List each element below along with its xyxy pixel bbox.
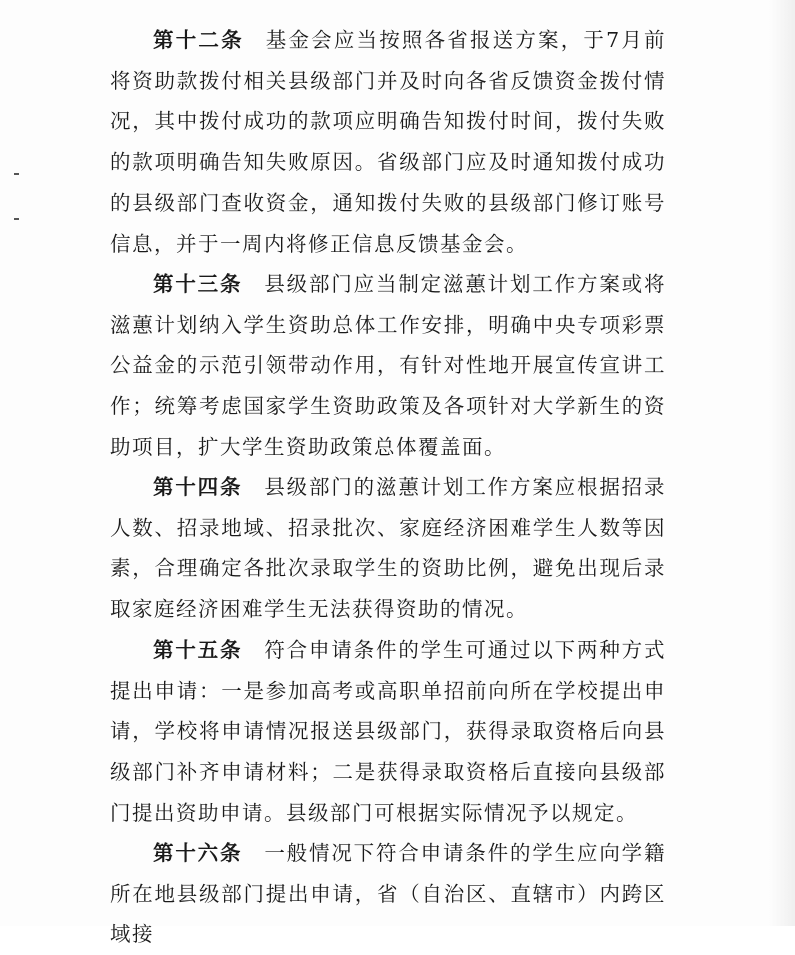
margin-mark bbox=[14, 218, 19, 220]
scan-edge-shadow bbox=[769, 0, 795, 926]
article-body: 县级部门应当制定滋蕙计划工作方案或将滋蕙计划纳入学生资助总体工作安排，明确中央专项彩票公益金的示范引领带动作用，有针对性地开展宣传宣讲工作；统筹考虑国家学生资助政策及各项针对大学新生的资助项目，扩大学生资助政策总体覆盖面。 bbox=[110, 272, 667, 459]
article-16 bbox=[110, 833, 666, 955]
article-body: 符合申请条件的学生可通过以下两种方式提出申请：一是参加高考或高职单招前向所在学校提出申请，学校将申请情况报送县级部门，获得录取资格后向县级部门补齐申请材料；二是获得录取资格后直接向县级部门提出资助申请。县级部门可根据实际情况予以规定。 bbox=[110, 638, 667, 825]
article-title: 第十六条 bbox=[153, 841, 243, 865]
article-body: 基金会应当按照各省报送方案，于7月前将资助款拨付相关县级部门并及时向各省反馈资金拨付情况，其中拨付成功的款项应明确告知拨付时间，拨付失败的款项明确告知失败原因。省级部门应及时通知拨付成功的县级部门查收资金，通知拨付失败的县级部门修订账号信息，并于一周内将修正信息反馈基金会。 bbox=[110, 28, 667, 256]
article-14 bbox=[110, 467, 666, 630]
article-title: 第十五条 bbox=[153, 638, 243, 662]
article-13 bbox=[110, 264, 666, 468]
article-body: 一般情况下符合申请条件的学生应向学籍所在地县级部门提出申请，省（自治区、直辖市）内跨区域接 bbox=[110, 841, 667, 947]
article-title: 第十三条 bbox=[153, 272, 243, 296]
article-body: 县级部门的滋蕙计划工作方案应根据招录人数、招录地域、招录批次、家庭经济困难学生人数等因素，合理确定各批次录取学生的资助比例，避免出现后录取家庭经济困难学生无法获得资助的情况。 bbox=[110, 475, 667, 622]
article-title: 第十二条 bbox=[153, 28, 244, 52]
article-title: 第十四条 bbox=[153, 475, 243, 499]
margin-mark bbox=[14, 173, 19, 175]
article-12 bbox=[110, 20, 666, 264]
article-15 bbox=[110, 630, 666, 834]
